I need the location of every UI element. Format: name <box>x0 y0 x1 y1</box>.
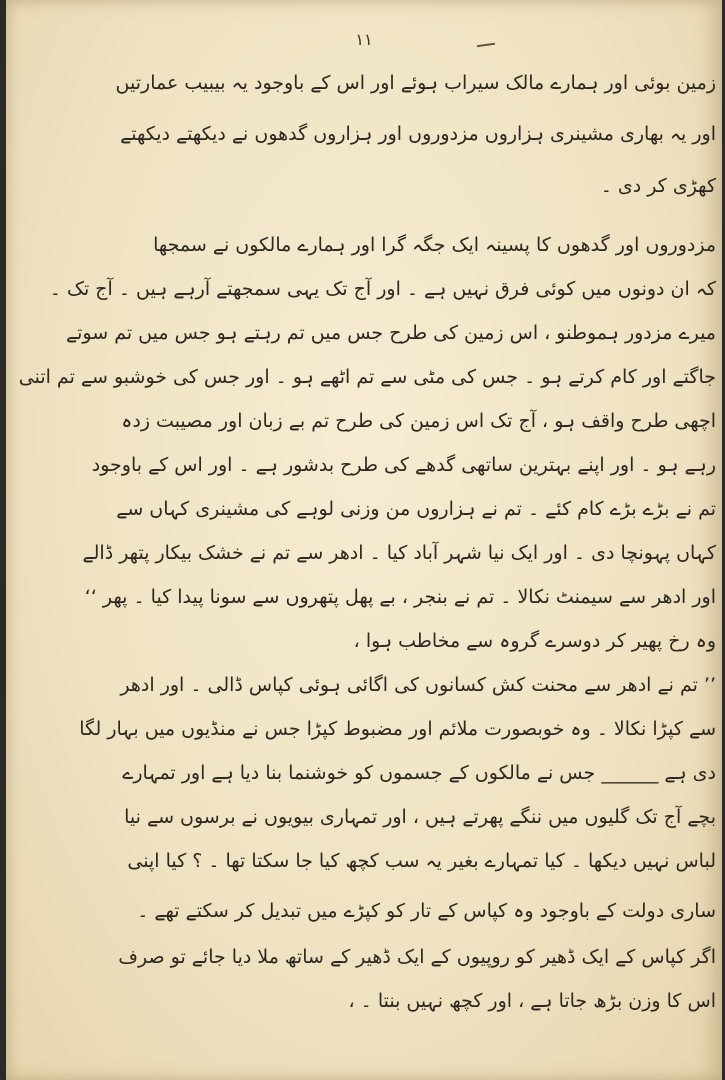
text-line: اور ادھر سے سیمنٹ نکالا ۔ تم نے بنجر ، بے پھل پتھروں سے سونا پیدا کیا ۔ پھر ‘‘ <box>84 586 716 608</box>
text-line: کہاں پہونچا دی ۔ اور ایک نیا شہر آباد کیا ۔ ادھر سے تم نے خشک بیکار پتھر ڈالے <box>82 542 716 564</box>
text-line: مزدوروں اور گدھوں کا پسینہ ایک جگہ گرا اور ہمارے مالکوں نے سمجھا <box>153 234 716 256</box>
text-line: لباس نہیں دیکھا ۔ کیا تمہارے بغیر یہ سب کچھ کیا جا سکتا تھا ۔ ؟ کیا اپنی <box>127 850 716 872</box>
text-line: کھڑی کر دی ۔ <box>600 175 716 197</box>
text-line: کہ ان دونوں میں کوئی فرق نہیں ہے ۔ اور آج تک یہی سمجھتے آرہے ہیں ۔ آج تک ۔ <box>49 278 716 300</box>
text-line: اچھی طرح واقف ہو ، آج تک اس زمین کی طرح تم بے زبان اور مصیبت زدہ <box>121 410 716 432</box>
page-mark <box>475 29 495 47</box>
text-line: اگر کپاس کے ایک ڈھیر کو روپیوں کے ایک ڈھیر کے ساتھ ملا دیا جائے تو صرف <box>118 946 716 968</box>
text-line: زمین بوئی اور ہمارے مالک سیراب ہوئے اور اس کے باوجود یہ بیبیب عمارتیں <box>115 72 716 94</box>
text-line: اس کا وزن بڑھ جاتا ہے ، اور کچھ نہیں بنتا ۔ ، <box>348 990 716 1012</box>
text-line: سے کپڑا نکالا ۔ وہ خوبصورت ملائم اور مضبوط کپڑا جس نے منڈیوں میں بہار لگا <box>79 718 716 740</box>
text-line: رہے ہو ۔ اور اپنے بہترین ساتھی گدھے کی طرح بدشور ہے ۔ اور اس کے باوجود <box>91 454 716 476</box>
text-line: وہ رخ پھیر کر دوسرے گروہ سے مخاطب ہوا ، <box>353 630 716 652</box>
text-line: ’’ تم نے ادھر سے محنت کش کسانوں کی اگائی ہوئی کپاس ڈالی ۔ اور ادھر <box>120 674 716 696</box>
text-line: دی ہے ______ جس نے مالکوں کے جسموں کو خوشنما بنا دیا ہے اور تمہارے <box>122 762 716 784</box>
text-line: ساری دولت کے باوجود وہ کپاس کے تار کو کپڑے میں تبدیل کر سکتے تھے ۔ <box>137 900 716 922</box>
text-line: تم نے بڑے بڑے کام کئے ۔ تم نے ہزاروں من وزنی لوہے کی مشینری کہاں سے <box>116 498 716 520</box>
text-line: اور یہ بھاری مشینری ہزاروں مزدوروں اور ہزاروں گدھوں نے دیکھتے دیکھتے <box>120 123 716 145</box>
text-line: میرے مزدور ہموطنو ، اس زمین کی طرح جس میں تم رہتے ہو جس میں تم سوتے <box>66 322 716 344</box>
page-number: ۱۱ <box>355 30 373 49</box>
book-page <box>6 0 722 1080</box>
text-line: بچے آج تک گلیوں میں ننگے پھرتے ہیں ، اور تمہاری بیویوں نے برسوں سے نیا <box>124 806 716 828</box>
text-line: جاگتے اور کام کرتے ہو ۔ جس کی مٹی سے تم اٹھے ہو ۔ اور جس کی خوشبو سے تم اتنی <box>18 366 716 388</box>
